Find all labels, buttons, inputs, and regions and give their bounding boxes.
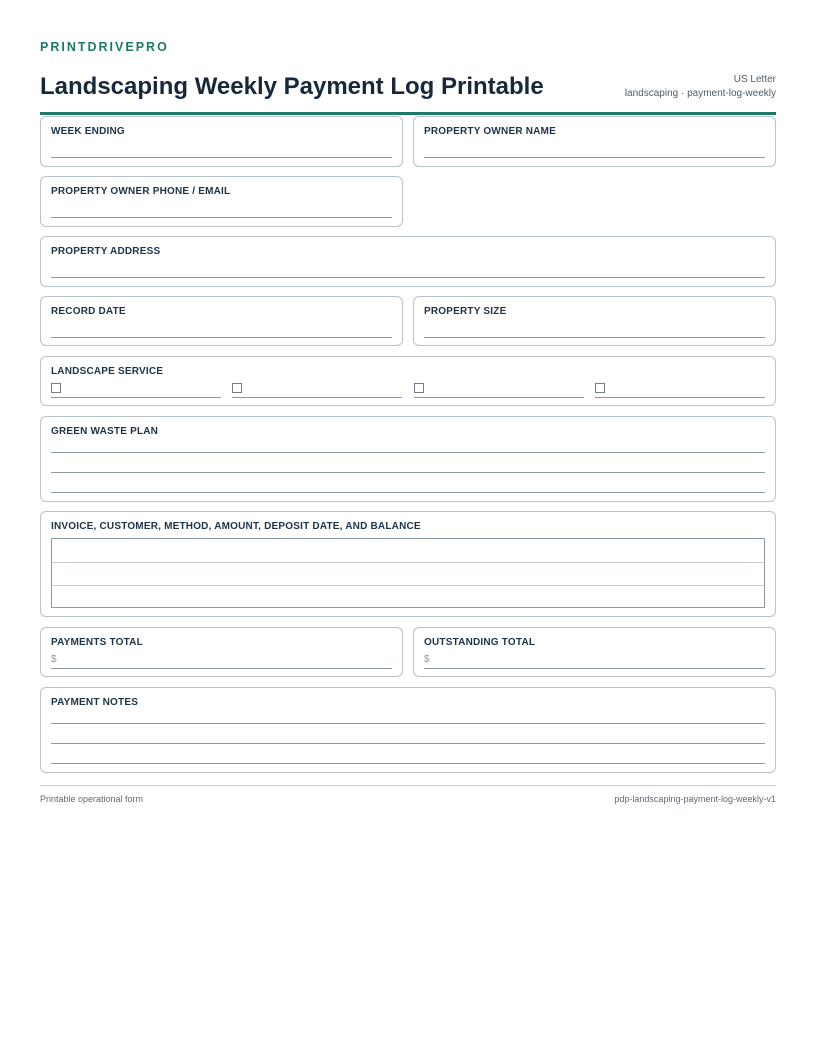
page-header — [40, 54, 776, 115]
property-size-input-line[interactable] — [424, 337, 765, 338]
property-size-label: PROPERTY SIZE — [424, 306, 507, 317]
property-size-field — [413, 296, 776, 346]
record-date-label: RECORD DATE — [51, 306, 126, 317]
form-page — [40, 40, 776, 115]
service-line-4[interactable] — [595, 397, 765, 398]
green-waste-line-3[interactable] — [51, 492, 765, 493]
payment-notes-line-1[interactable] — [51, 723, 765, 724]
page-title: Landscaping Weekly Payment Log Printable — [40, 73, 544, 100]
payments-total-label: PAYMENTS TOTAL — [51, 637, 143, 648]
service-line-2[interactable] — [232, 397, 402, 398]
service-line-1[interactable] — [51, 397, 221, 398]
service-checkbox-2[interactable] — [232, 383, 242, 393]
service-option-4 — [595, 382, 765, 398]
owner-name-field — [413, 116, 776, 167]
outstanding-total-currency: $ — [424, 654, 430, 665]
paper-size: US Letter — [733, 74, 776, 85]
footer-left-text: Printable operational form — [40, 794, 144, 804]
outstanding-total-field — [413, 627, 776, 677]
outstanding-total-input-line[interactable] — [424, 668, 765, 669]
payments-total-currency: $ — [51, 654, 57, 665]
owner-name-input-line[interactable] — [424, 157, 765, 158]
owner-contact-field — [40, 176, 403, 227]
green-waste-label: GREEN WASTE PLAN — [51, 426, 159, 437]
green-waste-line-2[interactable] — [51, 472, 765, 473]
payment-notes-field — [40, 687, 776, 773]
landscape-service-field — [40, 356, 776, 406]
service-checkbox-3[interactable] — [414, 383, 424, 393]
service-checkbox-1[interactable] — [51, 383, 61, 393]
green-waste-line-1[interactable] — [51, 452, 765, 453]
record-date-field — [40, 296, 403, 346]
landscape-service-label: LANDSCAPE SERVICE — [51, 366, 164, 377]
footer-form-id: pdp-landscaping-payment-log-weekly-v1 — [614, 794, 776, 804]
property-address-input-line[interactable] — [51, 277, 765, 278]
owner-contact-label: PROPERTY OWNER PHONE / EMAIL — [51, 186, 231, 197]
week-ending-input-line[interactable] — [51, 157, 392, 158]
service-checkbox-4[interactable] — [595, 383, 605, 393]
page-meta — [625, 73, 776, 100]
outstanding-total-label: OUTSTANDING TOTAL — [424, 637, 536, 648]
service-option-1 — [51, 382, 221, 398]
brand-name: PRINTDRIVEPRO — [40, 40, 169, 54]
payments-total-field — [40, 627, 403, 677]
invoice-table — [51, 538, 765, 608]
week-ending-label: WEEK ENDING — [51, 126, 125, 137]
green-waste-field — [40, 416, 776, 502]
invoice-table-label: INVOICE, CUSTOMER, METHOD, AMOUNT, DEPOSIT DATE, AND BALANCE — [51, 521, 421, 532]
payment-notes-line-3[interactable] — [51, 763, 765, 764]
property-address-label: PROPERTY ADDRESS — [51, 246, 161, 257]
invoice-table-row-divider-2 — [52, 585, 764, 586]
invoice-table-row-divider-1 — [52, 562, 764, 563]
owner-name-label: PROPERTY OWNER NAME — [424, 126, 556, 137]
service-option-3 — [414, 382, 584, 398]
invoice-table-field — [40, 511, 776, 617]
owner-contact-input-line[interactable] — [51, 217, 392, 218]
service-option-2 — [232, 382, 402, 398]
payment-notes-label: PAYMENT NOTES — [51, 697, 139, 708]
service-line-3[interactable] — [414, 397, 584, 398]
week-ending-field — [40, 116, 403, 167]
form-tags: landscaping · payment-log-weekly — [624, 87, 776, 99]
payments-total-input-line[interactable] — [51, 668, 392, 669]
record-date-input-line[interactable] — [51, 337, 392, 338]
page-footer — [40, 785, 776, 806]
payment-notes-line-2[interactable] — [51, 743, 765, 744]
property-address-field — [40, 236, 776, 287]
